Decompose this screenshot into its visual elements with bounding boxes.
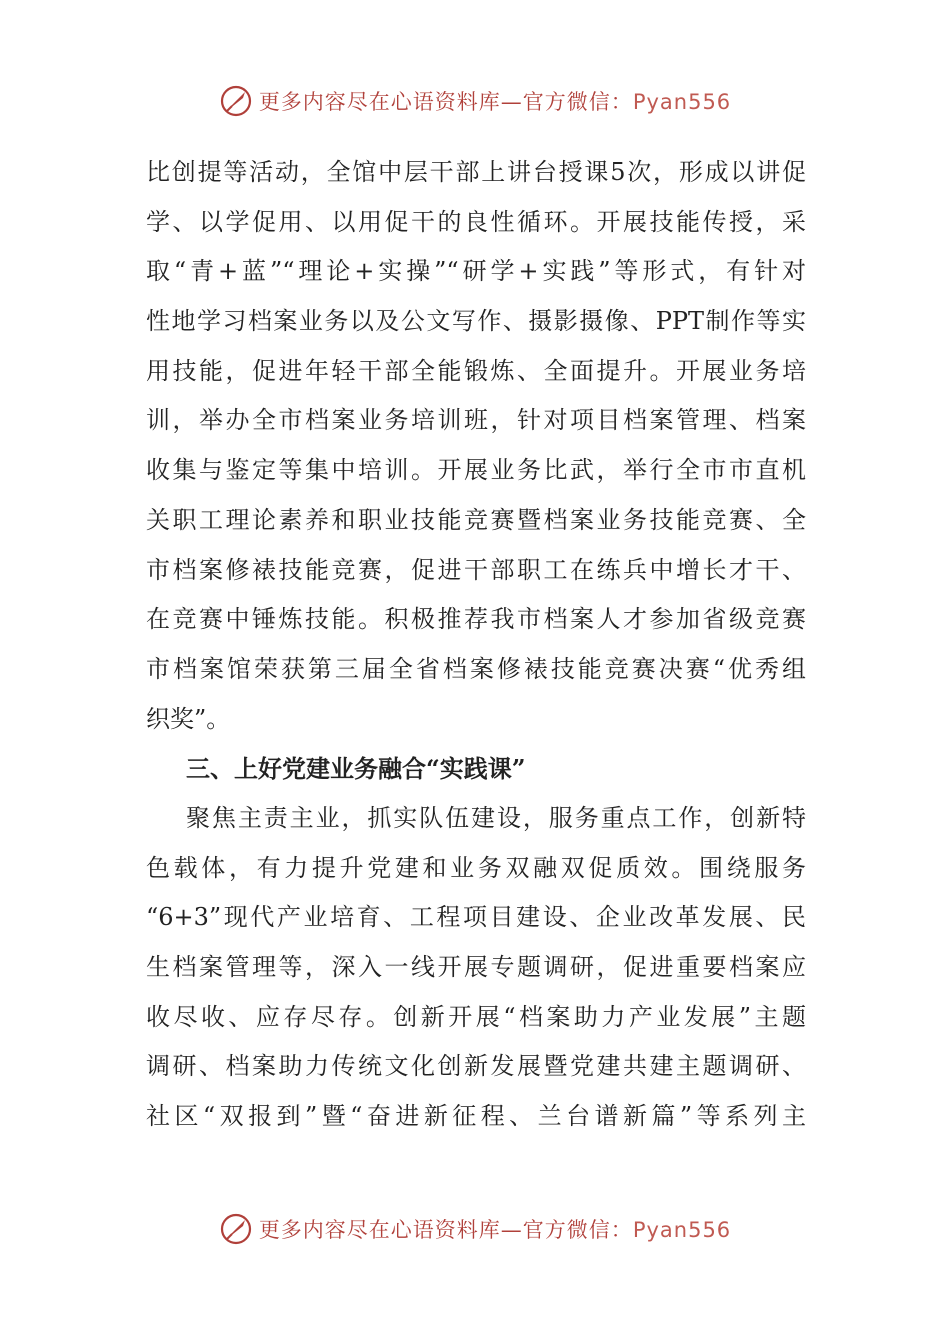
text-line: “6+3”现代产业培育、工程项目建设、企业改革发展、民 — [146, 903, 806, 932]
footer-banner — [0, 1212, 950, 1246]
wechat-id: Pyan556 — [632, 90, 732, 114]
banner-text — [259, 86, 731, 116]
text-line: 在竞赛中锤炼技能。积极推荐我市档案人才参加省级竞赛 — [146, 605, 806, 634]
text-line: 关职工理论素养和职业技能竞赛暨档案业务技能竞赛、全 — [146, 505, 806, 534]
banner-text — [259, 1214, 731, 1244]
text-line: 社区“双报到”暨“奋进新征程、兰台谱新篇”等系列主 — [146, 1102, 806, 1131]
text-line: 用技能，促进年轻干部全能锻炼、全面提升。开展业务培 — [146, 356, 806, 385]
banner-label: 更多内容尽在心语资料库—官方微信： — [258, 1218, 633, 1242]
quill-logo-icon — [219, 1212, 253, 1246]
text-line: 色载体，有力提升党建和业务双融双促质效。围绕服务 — [146, 853, 806, 882]
document-body — [146, 148, 806, 1142]
text-line: 性地学习档案业务以及公文写作、摄影摄像、PPT制作等实 — [146, 307, 806, 336]
text-line: 市档案修裱技能竞赛，促进干部职工在练兵中增长才干、 — [146, 555, 806, 584]
text-line: 学、以学促用、以用促干的良性循环。开展技能传授，采 — [146, 207, 806, 236]
wechat-id: Pyan556 — [632, 1218, 732, 1242]
text-line: 收尽收、应存尽存。创新开展“档案助力产业发展”主题 — [146, 1002, 806, 1031]
text-line: 聚焦主责主业，抓实队伍建设，服务重点工作，创新特 — [186, 803, 806, 832]
text-line: 织奖”。 — [146, 704, 231, 733]
text-line: 调研、档案助力传统文化创新发展暨党建共建主题调研、 — [146, 1052, 806, 1081]
text-line: 生档案管理等，深入一线开展专题调研，促进重要档案应 — [146, 953, 806, 981]
text-line: 比创提等活动，全馆中层干部上讲台授课5次，形成以讲促 — [146, 158, 806, 186]
banner-label: 更多内容尽在心语资料库—官方微信： — [258, 90, 633, 114]
text-line: 取“青+蓝”“理论+实操”“研学+实践”等形式，有针对 — [146, 257, 806, 286]
text-line: 收集与鉴定等集中培训。开展业务比武，举行全市市直机 — [146, 456, 806, 485]
section-heading: 三、上好党建业务融合“实践课” — [186, 754, 526, 784]
text-line: 训，举办全市档案业务培训班，针对项目档案管理、档案 — [146, 406, 806, 435]
text-line: 市档案馆荣获第三届全省档案修裱技能竞赛决赛“优秀组 — [146, 654, 806, 683]
quill-logo-icon — [219, 84, 253, 118]
header-banner — [0, 84, 950, 118]
